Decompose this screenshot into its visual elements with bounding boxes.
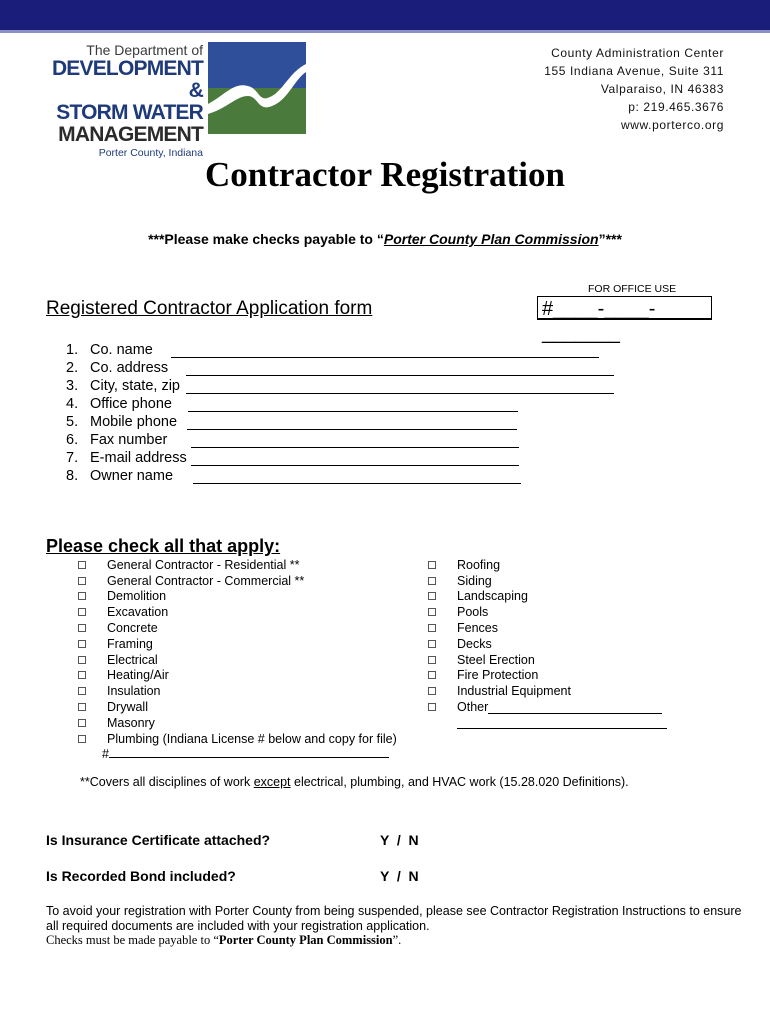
- license-hash: #: [102, 747, 109, 761]
- checkbox[interactable]: [78, 687, 86, 695]
- checkbox-item[interactable]: [428, 604, 667, 620]
- other-fill-line-2[interactable]: [457, 716, 667, 729]
- checkbox-item[interactable]: [428, 636, 667, 652]
- field-company-address[interactable]: [66, 358, 614, 376]
- checkbox-label: Electrical: [107, 652, 158, 667]
- fill-line[interactable]: [186, 381, 614, 394]
- address-line-1: County Administration Center: [551, 46, 724, 60]
- logo-line-1: The Department of: [86, 42, 203, 58]
- bond-yes-no[interactable]: Y / N: [380, 868, 419, 884]
- checks-note-prefix: Checks must be made payable to “: [46, 933, 219, 947]
- checkbox-item[interactable]: [78, 731, 397, 747]
- water-wave-logo-icon: [208, 42, 306, 134]
- checkbox-label: Pools: [457, 605, 489, 620]
- fill-line[interactable]: [191, 435, 519, 448]
- checkbox-label: Landscaping: [457, 589, 528, 604]
- application-form-heading: Registered Contractor Application form: [46, 298, 373, 319]
- plumbing-license-field[interactable]: [102, 747, 389, 761]
- checkbox[interactable]: [428, 577, 436, 585]
- address-line-2: 155 Indiana Avenue, Suite 311: [544, 64, 724, 78]
- field-label: Owner name: [90, 468, 174, 484]
- office-use-label: FOR OFFICE USE: [588, 283, 677, 295]
- check-all-heading: Please check all that apply:: [46, 536, 281, 556]
- checkbox-item[interactable]: [428, 573, 667, 589]
- checkbox-item[interactable]: [78, 668, 397, 684]
- checkbox-item[interactable]: [78, 573, 397, 589]
- field-label: Office phone: [90, 396, 172, 412]
- trade-list-left: [78, 557, 397, 747]
- checkbox[interactable]: [78, 624, 86, 632]
- checks-note-suffix: ”.: [392, 933, 402, 947]
- coverage-text-end: electrical, plumbing, and HVAC work (15.28.020 Definitions).: [290, 775, 629, 789]
- address-phone: p: 219.465.3676: [628, 100, 724, 114]
- license-fill-line[interactable]: [109, 747, 389, 758]
- checkbox-item[interactable]: [78, 589, 397, 605]
- checkbox[interactable]: [428, 561, 436, 569]
- checkbox-item[interactable]: [428, 557, 667, 573]
- field-number: 1.: [66, 342, 79, 358]
- logo-line-3: STORM WATER: [56, 101, 203, 124]
- checkbox[interactable]: [78, 735, 86, 743]
- checkbox-label: Fences: [457, 621, 498, 636]
- checkbox-label: General Contractor - Residential **: [107, 557, 300, 572]
- checkbox[interactable]: [428, 608, 436, 616]
- checkbox[interactable]: [78, 719, 86, 727]
- checkbox[interactable]: [78, 640, 86, 648]
- logo-line-4: MANAGEMENT: [58, 123, 203, 146]
- checkbox-item[interactable]: [428, 652, 667, 668]
- field-mobile-phone[interactable]: [66, 412, 614, 430]
- insurance-yes-no[interactable]: Y / N: [380, 832, 419, 848]
- field-owner-name[interactable]: [66, 466, 614, 484]
- contact-fields: [66, 340, 614, 484]
- checkbox[interactable]: [78, 577, 86, 585]
- office-address: [544, 44, 724, 134]
- checkbox[interactable]: [428, 671, 436, 679]
- checkbox-item[interactable]: [78, 699, 397, 715]
- field-number: 6.: [66, 432, 79, 448]
- payable-name: Porter County Plan Commission: [383, 231, 599, 247]
- checks-note-name: Porter County Plan Commission: [218, 933, 393, 947]
- fill-line[interactable]: [191, 453, 519, 466]
- field-label: E-mail address: [90, 450, 187, 466]
- checkbox-label: General Contractor - Commercial **: [107, 573, 305, 588]
- checkbox-label: Drywall: [107, 700, 148, 715]
- field-label: Co. name: [90, 342, 153, 358]
- field-email-address[interactable]: [66, 448, 614, 466]
- logo-line-2: DEVELOPMENT &: [51, 57, 203, 102]
- field-number: 7.: [66, 450, 79, 466]
- field-number: 8.: [66, 468, 79, 484]
- checkbox[interactable]: [428, 624, 436, 632]
- fill-line[interactable]: [187, 417, 517, 430]
- checkbox[interactable]: [78, 608, 86, 616]
- fill-line[interactable]: [193, 471, 521, 484]
- checkbox-item[interactable]: [428, 620, 667, 636]
- field-label: Mobile phone: [90, 414, 178, 430]
- fill-line[interactable]: [186, 363, 614, 376]
- checkbox-label: Concrete: [107, 621, 158, 636]
- field-number: 2.: [66, 360, 79, 376]
- header-bar-rule: [0, 30, 770, 33]
- coverage-except: except: [253, 775, 291, 789]
- insurance-question: Is Insurance Certificate attached?: [46, 832, 271, 848]
- checkbox-item-other[interactable]: [428, 699, 667, 715]
- checkbox-item[interactable]: [78, 683, 397, 699]
- checkbox-item[interactable]: [78, 652, 397, 668]
- field-label: Co. address: [90, 360, 169, 376]
- checkbox-label: Masonry: [107, 715, 155, 730]
- checkbox-label: Heating/Air: [107, 668, 169, 683]
- checkbox-item[interactable]: [78, 604, 397, 620]
- field-city-state-zip[interactable]: [66, 376, 614, 394]
- checkbox-label: Fire Protection: [457, 668, 539, 683]
- fill-line[interactable]: [171, 345, 599, 358]
- checkbox-label: Steel Erection: [457, 652, 535, 667]
- checkbox[interactable]: [428, 656, 436, 664]
- payable-notice: [0, 231, 770, 247]
- coverage-footnote: [80, 775, 629, 789]
- checkbox-item[interactable]: [78, 620, 397, 636]
- other-second-line[interactable]: [428, 715, 667, 731]
- field-office-phone[interactable]: [66, 394, 614, 412]
- checkbox-label: Excavation: [107, 605, 169, 620]
- checkbox[interactable]: [78, 703, 86, 711]
- checkbox[interactable]: [78, 561, 86, 569]
- checkbox-item[interactable]: [78, 557, 397, 573]
- checkbox[interactable]: [78, 592, 86, 600]
- checkbox-label: Industrial Equipment: [457, 684, 571, 699]
- coverage-text: **Covers all disciplines of work: [80, 775, 254, 789]
- checkbox-label: Insulation: [107, 684, 161, 699]
- payable-prefix: ***Please make checks payable to “: [148, 231, 384, 247]
- checkbox[interactable]: [78, 656, 86, 664]
- checkbox[interactable]: [428, 687, 436, 695]
- field-number: 4.: [66, 396, 79, 412]
- checkbox-label: Demolition: [107, 589, 167, 604]
- field-fax-number[interactable]: [66, 430, 614, 448]
- checkbox-label: Other: [457, 700, 489, 715]
- office-use-number-box: #____-____-_______: [537, 296, 712, 320]
- checkbox-label: Framing: [107, 636, 153, 651]
- checkbox-item[interactable]: [78, 715, 397, 731]
- checkbox[interactable]: [428, 592, 436, 600]
- fill-line[interactable]: [188, 399, 518, 412]
- payable-suffix: ”***: [598, 231, 622, 247]
- checkbox-item[interactable]: [428, 589, 667, 605]
- address-line-3: Valparaiso, IN 46383: [600, 82, 724, 96]
- checkbox-label: Siding: [457, 573, 492, 588]
- checkbox[interactable]: [428, 640, 436, 648]
- checkbox-item[interactable]: [78, 636, 397, 652]
- field-number: 5.: [66, 414, 79, 430]
- checkbox-item[interactable]: [428, 683, 667, 699]
- page-title: Contractor Registration: [205, 155, 565, 194]
- address-website: www.porterco.org: [621, 118, 724, 132]
- trade-list-right: [428, 557, 667, 731]
- bond-question: Is Recorded Bond included?: [46, 868, 236, 884]
- checkbox[interactable]: [78, 671, 86, 679]
- suspension-notice: To avoid your registration with Porter County from being suspended, please see Contractor Registration Instructions to ensure all required documents are included with your registration application.: [46, 904, 742, 933]
- checkbox-label: Decks: [457, 636, 492, 651]
- header-bar: [0, 0, 770, 30]
- department-logo-text: [38, 42, 203, 160]
- field-number: 3.: [66, 378, 79, 394]
- other-fill-line[interactable]: [488, 701, 662, 714]
- checkbox-label: Plumbing (Indiana License # below and copy for file): [107, 731, 397, 746]
- field-company-name[interactable]: [66, 340, 614, 358]
- field-label: City, state, zip: [90, 378, 180, 394]
- logo-line-5: Porter County, Indiana: [98, 147, 203, 159]
- field-label: Fax number: [90, 432, 168, 448]
- checkbox-label: Roofing: [457, 557, 501, 572]
- checkbox-item[interactable]: [428, 668, 667, 684]
- checks-payable-note: [46, 933, 401, 948]
- checkbox[interactable]: [428, 703, 436, 711]
